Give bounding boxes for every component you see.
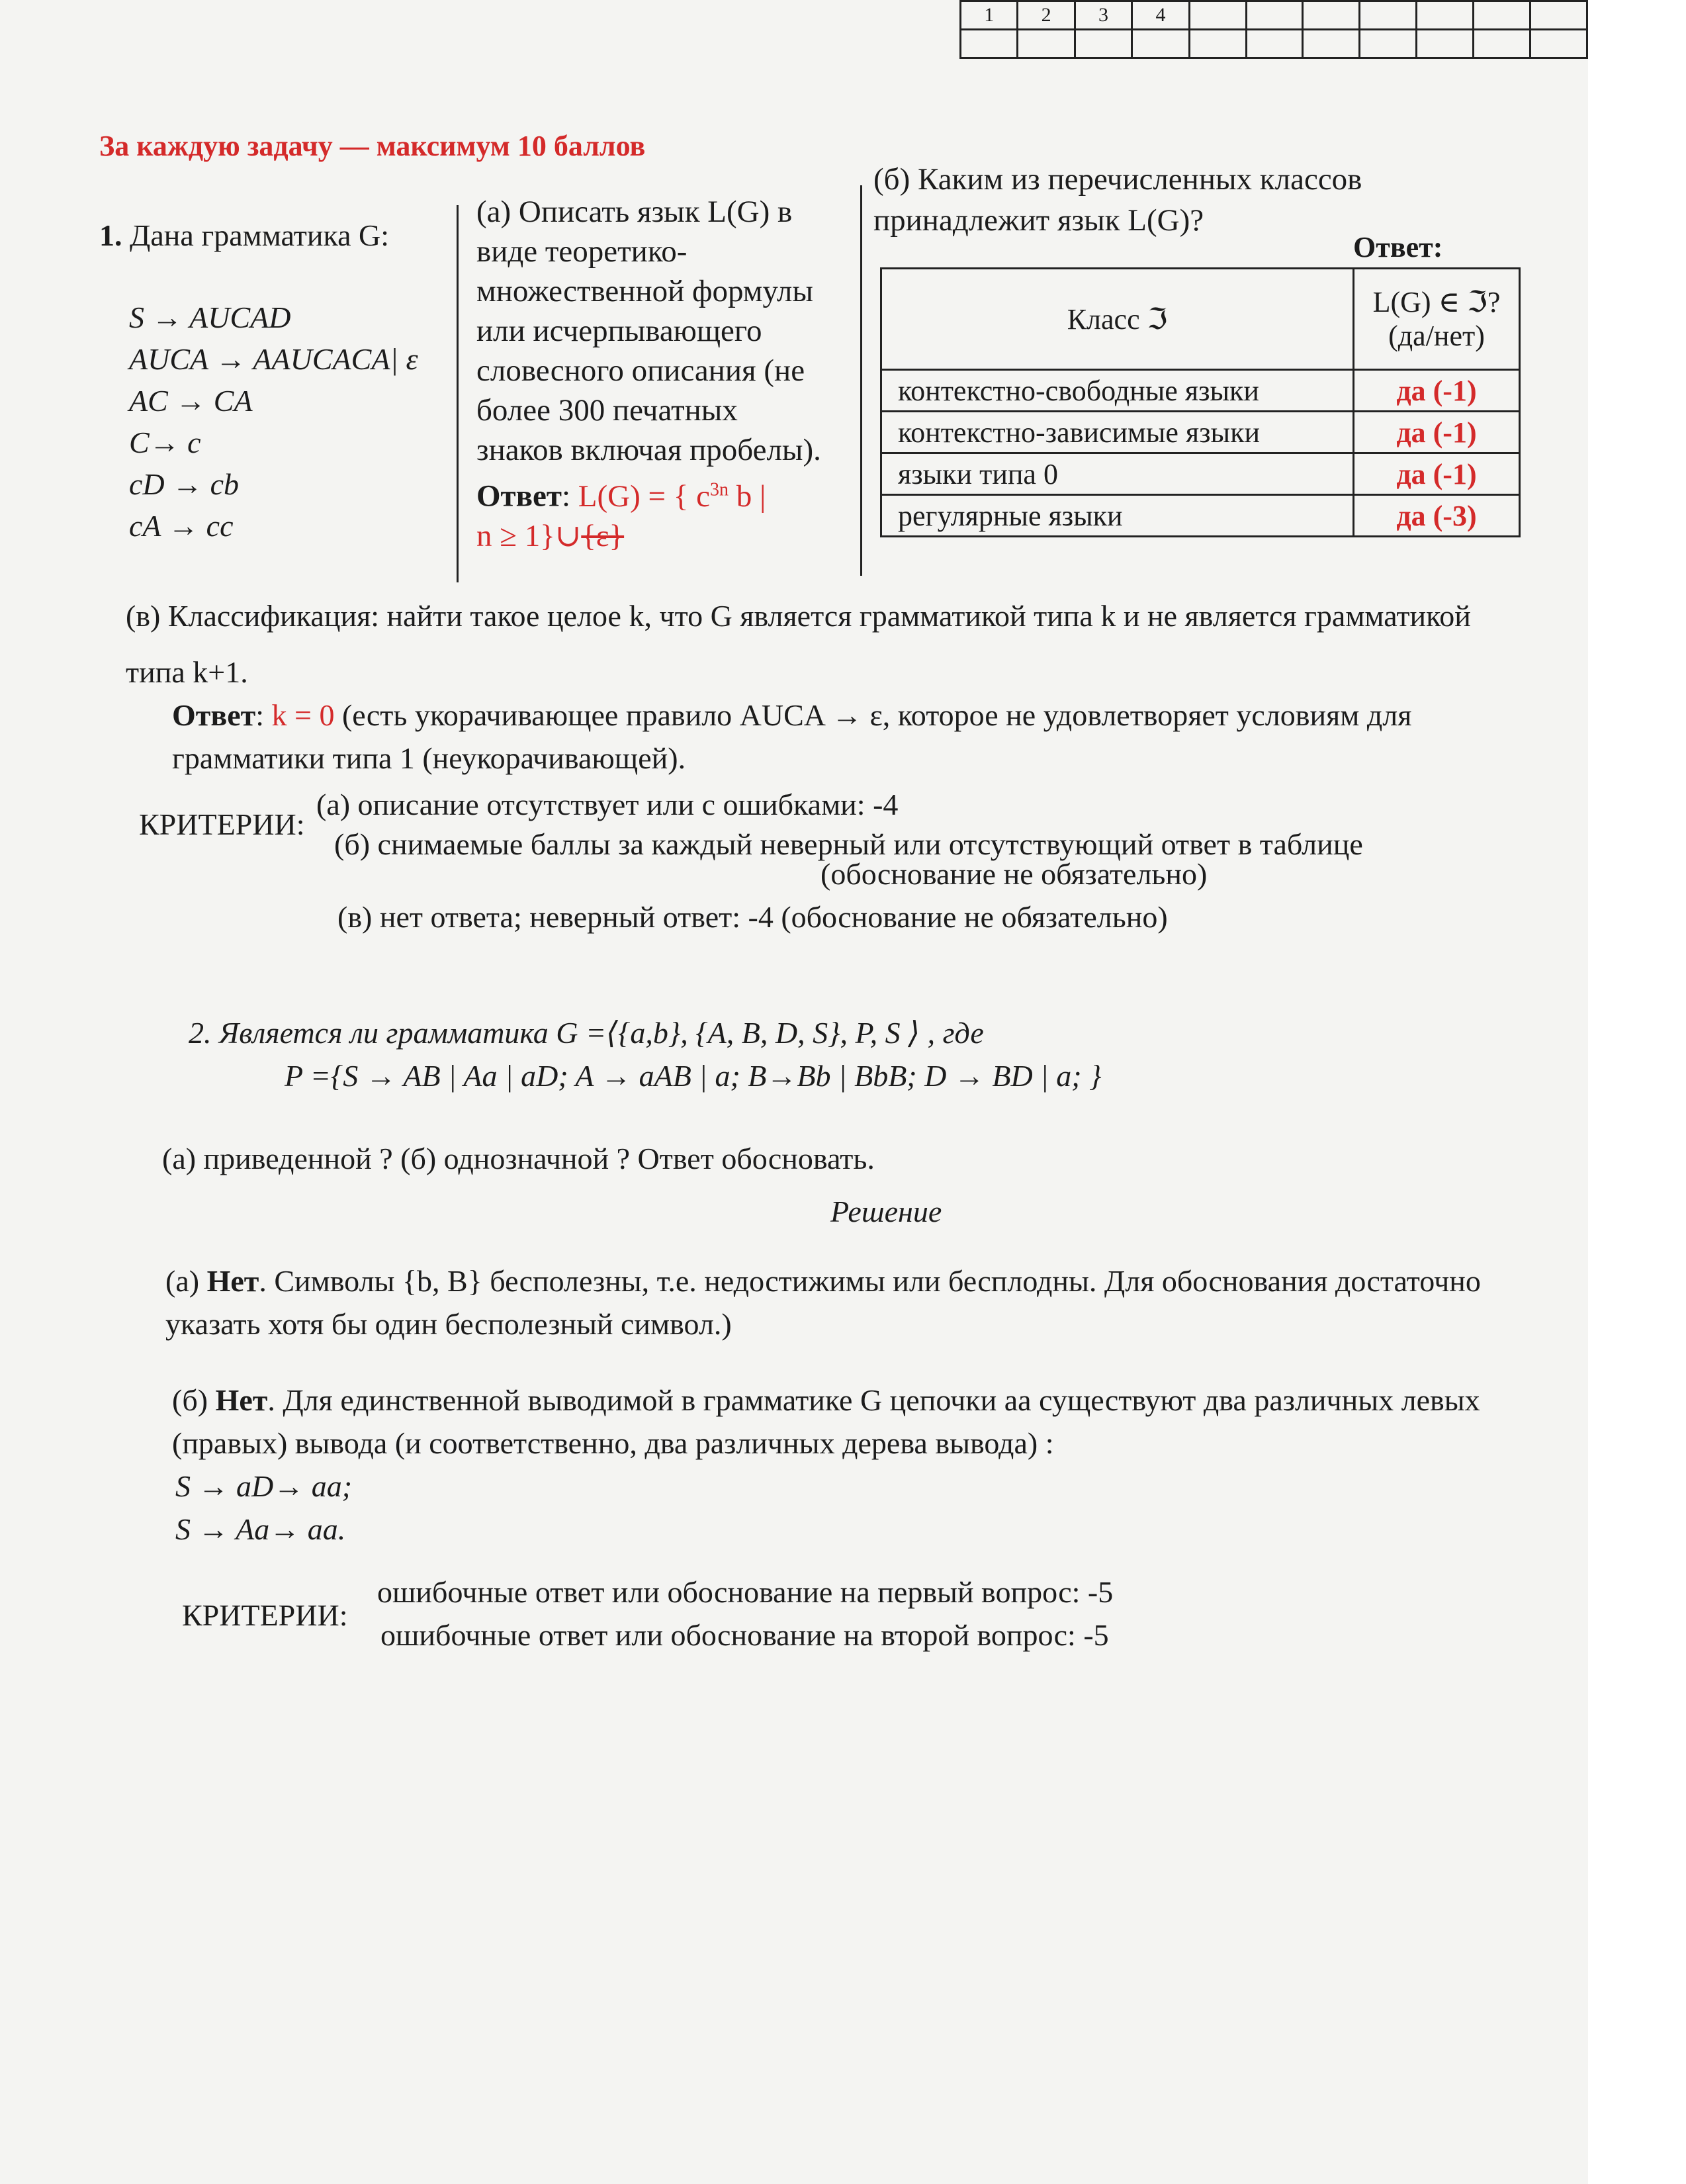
- score-cell: 4: [1132, 1, 1189, 30]
- criteria-item: (б) снимаемые баллы за каждый неверный или отсутствующий ответ в таблице: [334, 827, 1363, 861]
- score-cell: [1246, 1, 1303, 30]
- part-v-line1: (в) Классификация: найти такое целое k, что G является грамматикой типа k и не является грамматикой: [126, 599, 1471, 633]
- table-row: контекстно-зависимые языки да (-1): [881, 412, 1520, 453]
- part-b-text: (б) Каким из перечисленных классов принадлежит язык L(G)?: [873, 162, 1362, 238]
- score-cell: 3: [1075, 1, 1131, 30]
- table-header-class: Класс ℑ: [881, 269, 1354, 370]
- answer-b-line1: (б) Нет. Для единственной выводимой в грамматике G цепочки aa существуют два различных левых: [172, 1383, 1480, 1417]
- criteria-item: ошибочные ответ или обоснование на первый вопрос: -5: [377, 1575, 1114, 1609]
- derivation: S → aD→ aa;: [175, 1469, 353, 1503]
- score-cell: [1075, 30, 1131, 58]
- score-cell: [1303, 1, 1360, 30]
- max-points-heading: За каждую задачу — максимум 10 баллов: [99, 130, 646, 162]
- score-cell: [1246, 30, 1303, 58]
- score-cell: [1360, 1, 1417, 30]
- scan-margin: [1588, 0, 1686, 2184]
- score-cell: [1018, 30, 1075, 58]
- grammar-rule: AC → CA: [129, 384, 253, 418]
- part-a-text: (а) Описать язык L(G) в виде теоретико- множественной формулы или исчерпывающего словесного описания (не более 300 печатных знаков включая пробелы). Ответ: L(G) = { $c^{3n}$ b | n ≥ 1}∪{ε}: [476, 195, 821, 553]
- part-a-answer: Ответ: L(G) = { $c^{3n}$ b |: [476, 478, 766, 514]
- column-divider: [457, 205, 459, 582]
- criteria-item: ошибочные ответ или обоснование на второй вопрос: -5: [380, 1618, 1109, 1652]
- problem2-statement: 2. Является ли грамматика G =⟨{a,b}, {A, B, D, S}, P, S ⟩ , где: [189, 1016, 984, 1050]
- grammar-rule: C→ c: [129, 426, 201, 459]
- answer-a-line2: указать хотя бы один бесполезный символ.): [165, 1307, 732, 1341]
- score-cell: [1474, 30, 1531, 58]
- score-cell: [1474, 1, 1531, 30]
- grammar-rule: cD → cb: [129, 467, 240, 501]
- part-v-answer: Ответ: k = 0 (есть укорачивающее правило AUCA → ε, которое не удовлетворяет условиям для: [172, 698, 1412, 732]
- struck-epsilon: {ε}: [581, 518, 625, 553]
- grammar-rule: S → AUCAD: [129, 300, 291, 334]
- criteria-item: (обоснование не обязательно): [821, 857, 1208, 891]
- grammar-rules: [129, 296, 418, 547]
- score-cell: [961, 30, 1018, 58]
- part-v-line2: типа k+1.: [126, 655, 248, 689]
- part-v-answer-cont: грамматики типа 1 (неукорачивающей).: [172, 741, 686, 775]
- grammar-rule: cA → cc: [129, 509, 234, 543]
- score-cell: [1417, 1, 1474, 30]
- score-grid: [959, 0, 1588, 59]
- score-cell: [1303, 30, 1360, 58]
- solution-title: Решение: [830, 1195, 942, 1228]
- criteria-item: (в) нет ответа; неверный ответ: -4 (обоснование не обязательно): [337, 900, 1168, 934]
- score-cell: [1531, 30, 1587, 58]
- score-cell: 1: [961, 1, 1018, 30]
- table-row: контекстно-свободные языки да (-1): [881, 370, 1520, 412]
- criteria-label: КРИТЕРИИ:: [182, 1598, 348, 1632]
- score-cell: [1360, 30, 1417, 58]
- table-row: языки типа 0 да (-1): [881, 453, 1520, 495]
- score-cell: [1531, 1, 1587, 30]
- score-cell: 2: [1018, 1, 1075, 30]
- answer-b-line2: (правых) вывода (и соответственно, два различных дерева вывода) :: [172, 1426, 1054, 1460]
- score-cell: [1417, 30, 1474, 58]
- score-cell: [1189, 30, 1246, 58]
- table-header-answer: L(G) ∈ ℑ? (да/нет): [1354, 269, 1520, 370]
- answer-heading: Ответ:: [1353, 231, 1443, 263]
- criteria-label: КРИТЕРИИ:: [139, 807, 305, 841]
- grammar-rule: AUCA → AAUCACA| ε: [129, 342, 418, 376]
- problem1-intro: 1. Дана грамматика G:: [99, 218, 390, 252]
- criteria-item: (а) описание отсутствует или с ошибками: -4: [316, 788, 899, 821]
- derivation: S → Aa→ aa.: [175, 1512, 346, 1546]
- column-divider: [860, 185, 862, 576]
- problem2-productions: P ={S → AB | Aa | aD; A → aAB | a; B→Bb | BbB; D → BD | a; }: [285, 1059, 1102, 1093]
- score-cell: [1189, 1, 1246, 30]
- score-cell: [1132, 30, 1189, 58]
- answer-a-line1: (а) Нет. Символы {b, B} бесполезны, т.е. недостижимы или бесплодны. Для обоснования достаточно: [165, 1264, 1481, 1298]
- table-row: регулярные языки да (-3): [881, 495, 1520, 537]
- problem2-question: (а) приведенной ? (б) однозначной ? Ответ обосновать.: [162, 1142, 875, 1175]
- classes-table: [880, 267, 1521, 537]
